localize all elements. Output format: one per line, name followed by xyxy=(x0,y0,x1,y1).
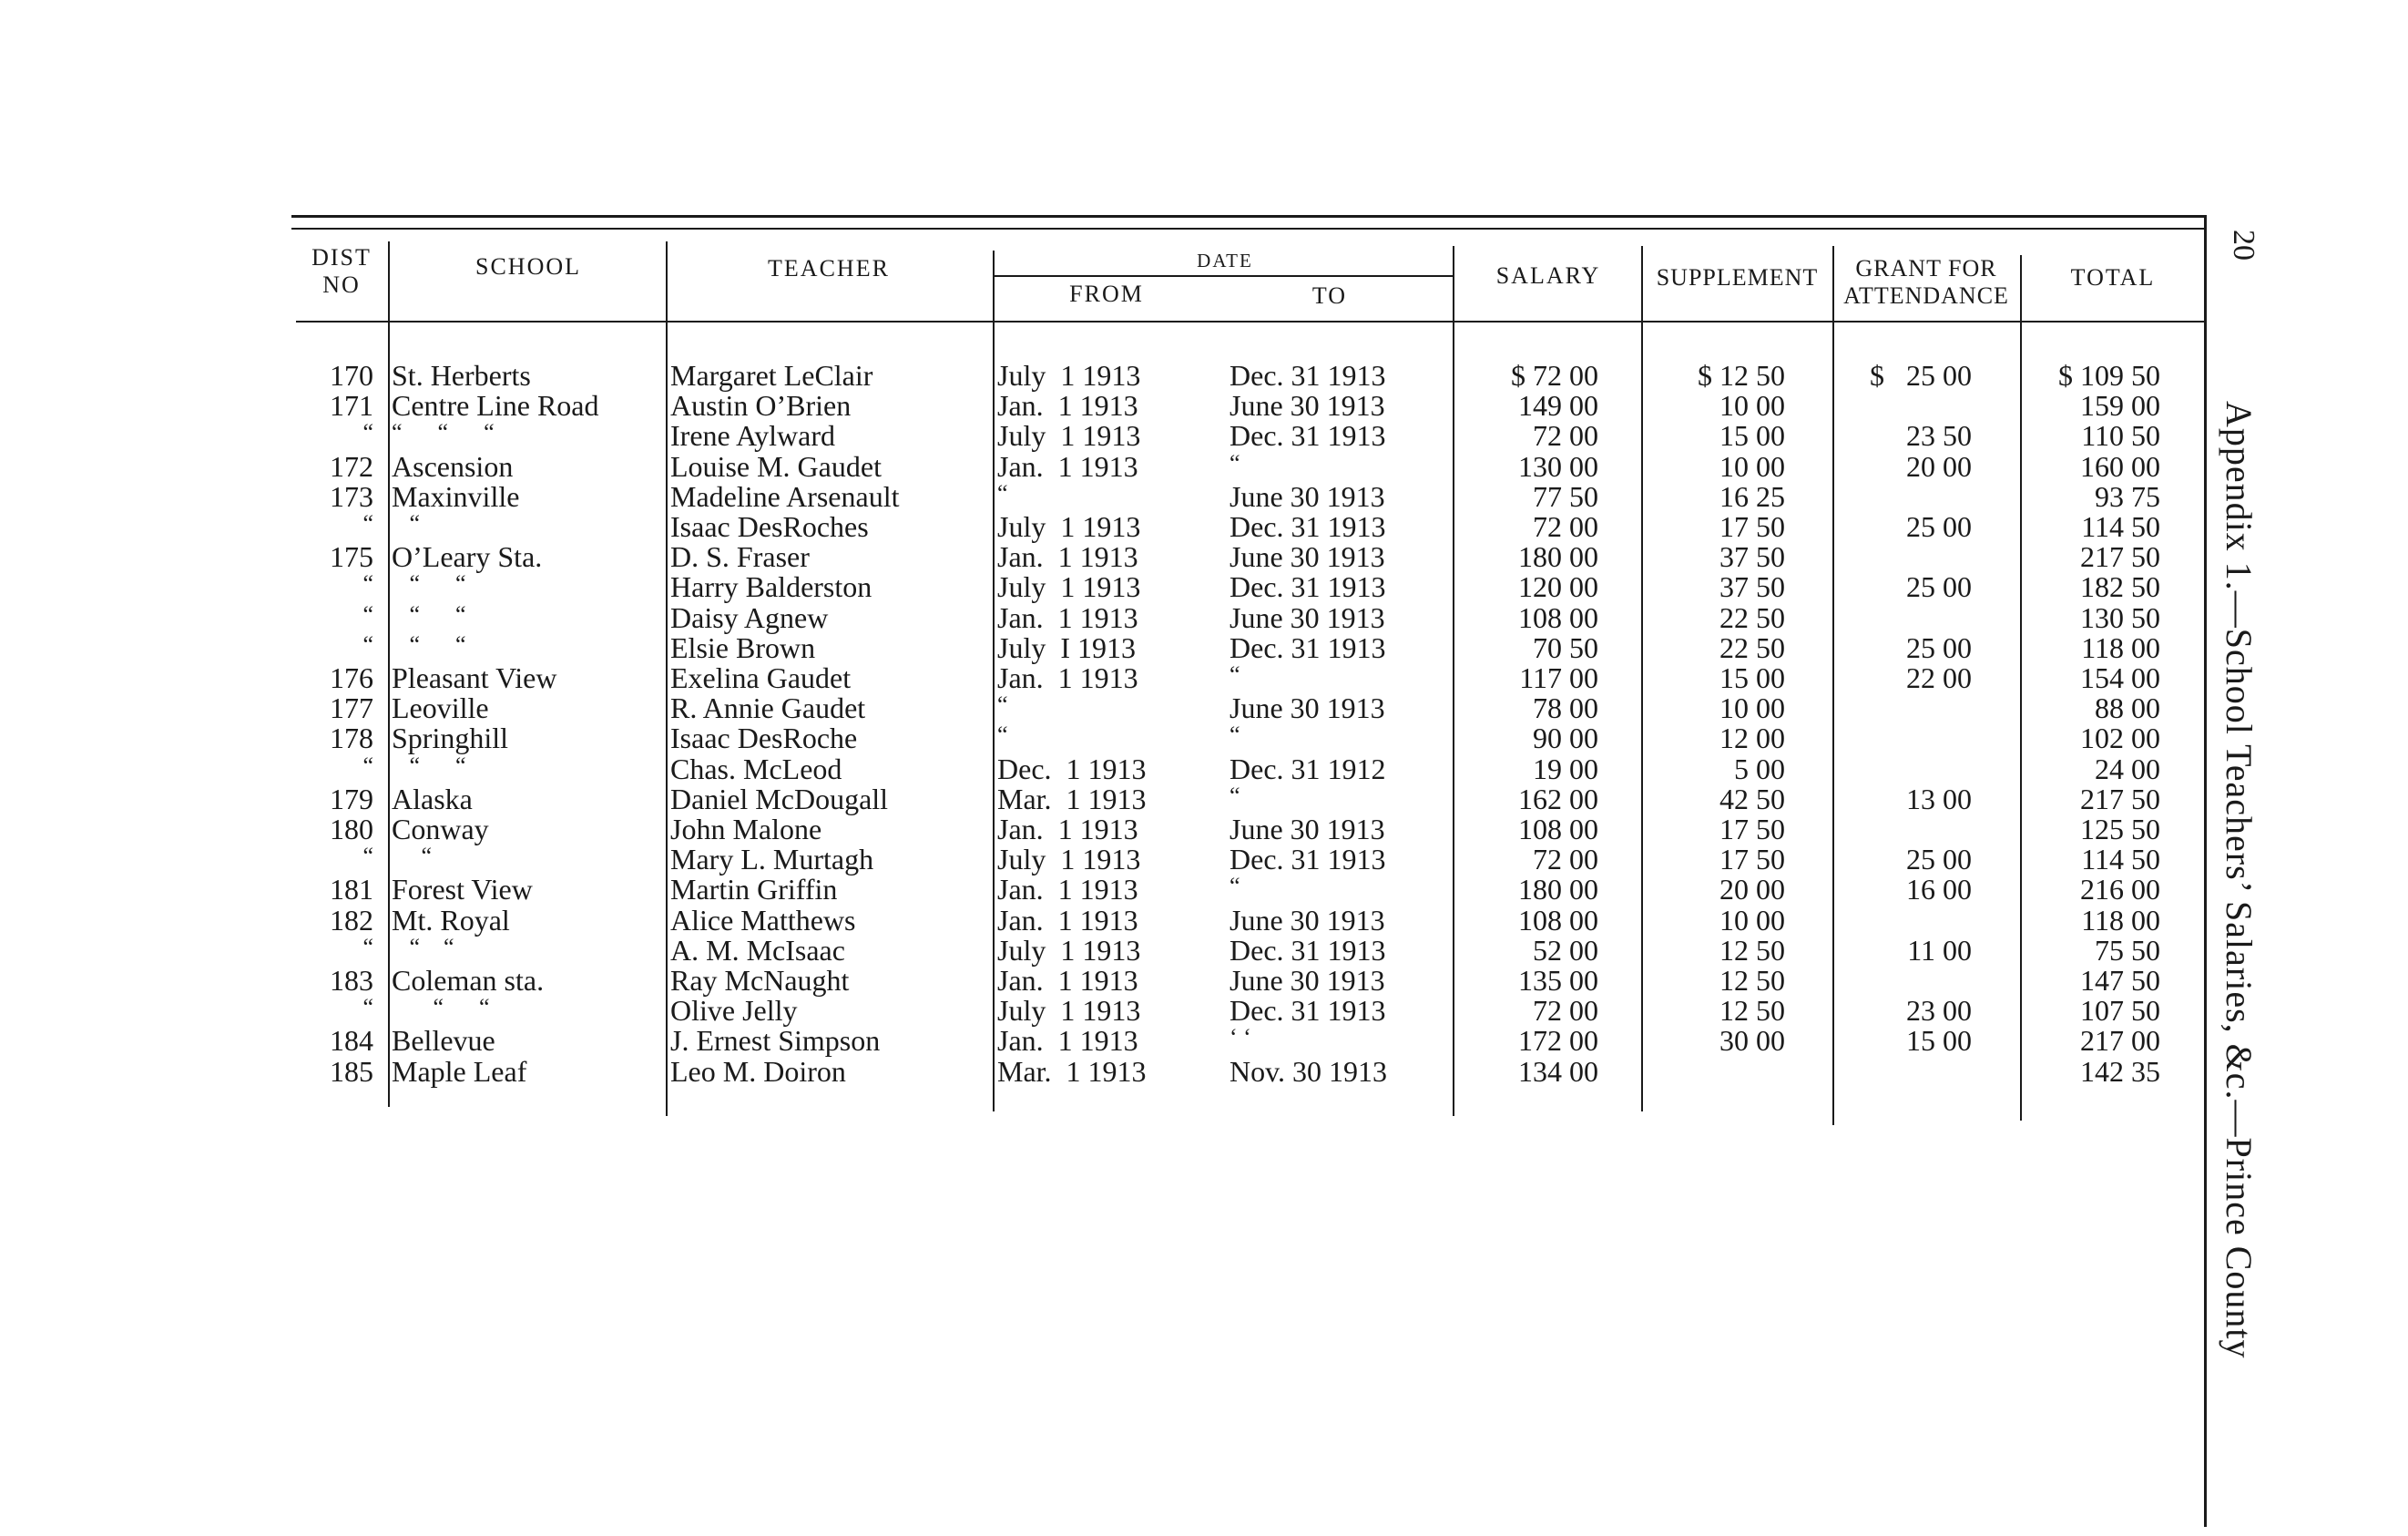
salary-cell: 180 00 xyxy=(1518,873,1598,906)
header-total: TOTAL xyxy=(2070,264,2156,291)
header-from: FROM xyxy=(1069,281,1144,307)
date-from-cell: Jan. 1 1913 xyxy=(997,661,1138,694)
dist-no-cell: “ xyxy=(362,570,373,598)
date-to-cell: June 30 1913 xyxy=(1230,903,1385,937)
salary-cell: 72 00 xyxy=(1533,510,1598,543)
salary-cell: 72 00 xyxy=(1533,843,1598,876)
dist-no-cell: 180 xyxy=(330,813,373,845)
teacher-cell: R. Annie Gaudet xyxy=(670,691,866,725)
school-cell: “ “ xyxy=(392,933,454,960)
school-cell: “ “ xyxy=(392,994,490,1021)
header-teacher: TEACHER xyxy=(768,255,890,282)
salary-cell: 172 00 xyxy=(1518,1024,1598,1058)
date-from-cell: July 1 1913 xyxy=(997,933,1141,967)
supplement-cell: 12 50 xyxy=(1719,994,1785,1028)
header-date: DATE xyxy=(1197,250,1253,271)
date-to-cell: June 30 1913 xyxy=(1230,389,1385,423)
total-cell: 93 75 xyxy=(2095,479,2160,513)
grant-cell: $ 25 00 xyxy=(1870,359,1972,392)
total-cell: 217 50 xyxy=(2080,782,2160,815)
salary-cell: 134 00 xyxy=(1518,1054,1598,1088)
date-to-cell: Dec. 31 1913 xyxy=(1230,630,1386,664)
date-from-cell: Jan. 1 1913 xyxy=(997,964,1138,997)
date-from-cell: July 1 1913 xyxy=(997,510,1141,543)
grant-cell: 25 00 xyxy=(1906,510,1972,543)
supplement-cell: 20 00 xyxy=(1719,873,1785,906)
grant-cell: 22 00 xyxy=(1906,661,1972,694)
supplement-cell: 30 00 xyxy=(1719,1024,1785,1058)
total-cell: 102 00 xyxy=(2080,722,2160,755)
teacher-cell: Daisy Agnew xyxy=(670,600,829,634)
date-from-cell: July 1 1913 xyxy=(997,994,1141,1028)
school-cell: Mt. Royal xyxy=(392,903,510,937)
grant-cell: 16 00 xyxy=(1906,873,1972,906)
salary-cell: 72 00 xyxy=(1533,994,1598,1028)
date-to-cell: “ xyxy=(1230,661,1240,688)
total-cell: 75 50 xyxy=(2095,933,2160,967)
salary-cell: 108 00 xyxy=(1518,600,1598,634)
col-line-5 xyxy=(1641,246,1643,1111)
supplement-cell: 10 00 xyxy=(1719,903,1785,937)
teacher-cell: Olive Jelly xyxy=(670,994,798,1028)
date-to-cell: Dec. 31 1912 xyxy=(1230,752,1386,785)
supplement-cell: 17 50 xyxy=(1719,843,1785,876)
total-cell: 216 00 xyxy=(2080,873,2160,906)
header-to: TO xyxy=(1311,282,1348,309)
school-cell: St. Herberts xyxy=(392,359,531,392)
date-sub-rule xyxy=(993,275,1453,277)
date-to-cell: June 30 1913 xyxy=(1230,600,1385,634)
school-cell: Centre Line Road xyxy=(392,389,599,423)
school-cell: Forest View xyxy=(392,873,533,906)
header-dist-no: DIST NO xyxy=(311,244,372,298)
grant-cell: 25 00 xyxy=(1906,843,1972,876)
school-cell: “ “ xyxy=(392,600,466,628)
date-from-cell: Jan. 1 1913 xyxy=(997,1024,1138,1058)
grant-cell: 25 00 xyxy=(1906,570,1972,604)
salary-cell: $ 72 00 xyxy=(1511,359,1598,392)
date-from-cell: Jan. 1 1913 xyxy=(997,873,1138,906)
teacher-cell: Louise M. Gaudet xyxy=(670,449,882,483)
salary-cell: 78 00 xyxy=(1533,691,1598,725)
date-to-cell: ‘ ‘ xyxy=(1230,1024,1251,1051)
dist-no-cell: “ xyxy=(362,843,373,870)
col-line-7 xyxy=(2020,255,2022,1121)
total-cell: 118 00 xyxy=(2081,630,2160,664)
supplement-cell: 12 50 xyxy=(1719,933,1785,967)
total-cell: 182 50 xyxy=(2080,570,2160,604)
dist-no-cell: “ xyxy=(362,933,373,960)
total-cell: 118 00 xyxy=(2081,903,2160,937)
total-cell: 160 00 xyxy=(2080,449,2160,483)
col-line-3 xyxy=(993,251,995,1111)
salary-cell: 149 00 xyxy=(1518,389,1598,423)
total-cell: 130 50 xyxy=(2080,600,2160,634)
supplement-cell: 15 00 xyxy=(1719,661,1785,694)
page-number: 20 xyxy=(2227,230,2260,261)
teacher-cell: Chas. McLeod xyxy=(670,752,842,785)
teacher-cell: A. M. McIsaac xyxy=(670,933,845,967)
salary-cell: 117 00 xyxy=(1519,661,1598,694)
date-to-cell: June 30 1913 xyxy=(1230,813,1385,845)
date-to-cell: Nov. 30 1913 xyxy=(1230,1054,1388,1088)
dist-no-cell: “ xyxy=(362,419,373,446)
salary-cell: 135 00 xyxy=(1518,964,1598,997)
dist-no-cell: 177 xyxy=(330,691,373,725)
date-to-cell: “ xyxy=(1230,782,1240,809)
supplement-cell: 5 00 xyxy=(1734,752,1785,785)
salary-cell: 130 00 xyxy=(1518,449,1598,483)
dist-no-cell: 182 xyxy=(330,903,373,937)
teacher-cell: Leo M. Doiron xyxy=(670,1054,846,1088)
salary-cell: 52 00 xyxy=(1533,933,1598,967)
col-line-2 xyxy=(666,241,668,1116)
date-to-cell: Dec. 31 1913 xyxy=(1230,419,1386,453)
school-cell: O’Leary Sta. xyxy=(392,540,543,574)
school-cell: Ascension xyxy=(392,449,514,483)
total-cell: 147 50 xyxy=(2080,964,2160,997)
school-cell: Coleman sta. xyxy=(392,964,545,997)
dist-no-cell: 172 xyxy=(330,449,373,483)
col-line-1 xyxy=(388,241,390,1107)
teacher-cell: Irene Aylward xyxy=(670,419,835,453)
total-cell: 114 50 xyxy=(2081,843,2160,876)
col-line-4 xyxy=(1453,246,1454,1116)
teacher-cell: D. S. Fraser xyxy=(670,540,810,574)
dist-no-cell: “ xyxy=(362,510,373,537)
date-from-cell: Mar. 1 1913 xyxy=(997,782,1147,815)
header-supplement: SUPPLEMENT xyxy=(1656,264,1819,291)
date-to-cell: “ xyxy=(1230,873,1240,900)
header-grant: GRANT FOR ATTENDANCE xyxy=(1843,255,2009,309)
teacher-cell: Mary L. Murtagh xyxy=(670,843,874,876)
dist-no-cell: 175 xyxy=(330,540,373,574)
total-cell: 142 35 xyxy=(2080,1054,2160,1088)
header-bottom-rule xyxy=(296,321,2204,323)
teacher-cell: Ray McNaught xyxy=(670,964,850,997)
supplement-cell: 37 50 xyxy=(1719,570,1785,604)
supplement-cell: 10 00 xyxy=(1719,449,1785,483)
supplement-cell: 42 50 xyxy=(1719,782,1785,815)
grant-cell: 23 50 xyxy=(1906,419,1972,453)
date-to-cell: June 30 1913 xyxy=(1230,540,1385,574)
school-cell: Pleasant View xyxy=(392,661,557,694)
total-cell: 125 50 xyxy=(2080,813,2160,845)
grant-cell: 25 00 xyxy=(1906,630,1972,664)
total-cell: 154 00 xyxy=(2080,661,2160,694)
date-from-cell: “ xyxy=(997,722,1008,749)
date-from-cell: Mar. 1 1913 xyxy=(997,1054,1147,1088)
date-from-cell: Dec. 1 1913 xyxy=(997,752,1147,785)
dist-no-cell: 184 xyxy=(330,1024,373,1058)
date-to-cell: June 30 1913 xyxy=(1230,479,1385,513)
school-cell: Maxinville xyxy=(392,479,520,513)
date-from-cell: July 1 1913 xyxy=(997,359,1141,392)
date-from-cell: July 1 1913 xyxy=(997,419,1141,453)
date-from-cell: July I 1913 xyxy=(997,630,1136,664)
grant-cell: 23 00 xyxy=(1906,994,1972,1028)
date-to-cell: Dec. 31 1913 xyxy=(1230,843,1386,876)
school-cell: “ “ xyxy=(392,630,466,658)
top-rule-2 xyxy=(291,228,2204,230)
school-cell: “ “ “ xyxy=(392,419,495,446)
salary-cell: 19 00 xyxy=(1533,752,1598,785)
salary-cell: 108 00 xyxy=(1518,903,1598,937)
date-to-cell: “ xyxy=(1230,722,1240,749)
salary-cell: 108 00 xyxy=(1518,813,1598,845)
supplement-cell: 17 50 xyxy=(1719,813,1785,845)
total-cell: 24 00 xyxy=(2095,752,2160,785)
date-from-cell: July 1 1913 xyxy=(997,843,1141,876)
date-to-cell: Dec. 31 1913 xyxy=(1230,359,1386,392)
dist-no-cell: 183 xyxy=(330,964,373,997)
date-to-cell: June 30 1913 xyxy=(1230,691,1385,725)
grant-cell: 20 00 xyxy=(1906,449,1972,483)
school-cell: Maple Leaf xyxy=(392,1054,527,1088)
salary-cell: 72 00 xyxy=(1533,419,1598,453)
dist-no-cell: 179 xyxy=(330,782,373,815)
supplement-cell: 12 00 xyxy=(1719,722,1785,755)
dist-no-cell: “ xyxy=(362,600,373,628)
supplement-cell: 10 00 xyxy=(1719,691,1785,725)
dist-no-cell: 178 xyxy=(330,722,373,755)
col-line-6 xyxy=(1832,246,1834,1125)
date-from-cell: Jan. 1 1913 xyxy=(997,903,1138,937)
supplement-cell: 12 50 xyxy=(1719,964,1785,997)
total-cell: 114 50 xyxy=(2081,510,2160,543)
teacher-cell: Daniel McDougall xyxy=(670,782,889,815)
school-cell: “ xyxy=(392,510,421,537)
supplement-cell: 17 50 xyxy=(1719,510,1785,543)
salary-cell: 180 00 xyxy=(1518,540,1598,574)
teacher-cell: J. Ernest Simpson xyxy=(670,1024,881,1058)
dist-no-cell: 185 xyxy=(330,1054,373,1088)
teacher-cell: Harry Balderston xyxy=(670,570,872,604)
date-to-cell: “ xyxy=(1230,449,1240,476)
school-cell: Alaska xyxy=(392,782,473,815)
salary-cell: 90 00 xyxy=(1533,722,1598,755)
teacher-cell: John Malone xyxy=(670,813,822,845)
date-from-cell: Jan. 1 1913 xyxy=(997,389,1138,423)
date-from-cell: Jan. 1 1913 xyxy=(997,449,1138,483)
total-cell: 88 00 xyxy=(2095,691,2160,725)
dist-no-cell: 173 xyxy=(330,479,373,513)
teacher-cell: Margaret LeClair xyxy=(670,359,873,392)
grant-cell: 11 00 xyxy=(1907,933,1972,967)
school-cell: Leoville xyxy=(392,691,489,725)
supplement-cell: $ 12 50 xyxy=(1698,359,1785,392)
school-cell: Conway xyxy=(392,813,489,845)
date-from-cell: July 1 1913 xyxy=(997,570,1141,604)
salary-cell: 120 00 xyxy=(1518,570,1598,604)
salary-cell: 77 50 xyxy=(1533,479,1598,513)
grant-cell: 15 00 xyxy=(1906,1024,1972,1058)
grant-cell: 13 00 xyxy=(1906,782,1972,815)
date-to-cell: Dec. 31 1913 xyxy=(1230,510,1386,543)
school-cell: “ xyxy=(392,843,433,870)
total-cell: $ 109 50 xyxy=(2058,359,2160,392)
total-cell: 110 50 xyxy=(2081,419,2160,453)
running-title: Appendix 1.—School Teachers’ Salaries, &c.—Prince County xyxy=(2219,401,2260,1359)
teacher-cell: Martin Griffin xyxy=(670,873,838,906)
school-cell: Springhill xyxy=(392,722,509,755)
teacher-cell: Alice Matthews xyxy=(670,903,856,937)
date-to-cell: Dec. 31 1913 xyxy=(1230,994,1386,1028)
dist-no-cell: 181 xyxy=(330,873,373,906)
teacher-cell: Elsie Brown xyxy=(670,630,816,664)
date-from-cell: Jan. 1 1913 xyxy=(997,813,1138,845)
dist-no-cell: “ xyxy=(362,630,373,658)
supplement-cell: 22 50 xyxy=(1719,630,1785,664)
date-to-cell: Dec. 31 1913 xyxy=(1230,570,1386,604)
school-cell: “ “ xyxy=(392,752,466,779)
total-cell: 107 50 xyxy=(2080,994,2160,1028)
dist-no-cell: 171 xyxy=(330,389,373,423)
date-from-cell: Jan. 1 1913 xyxy=(997,540,1138,574)
dist-no-cell: “ xyxy=(362,752,373,779)
total-cell: 217 50 xyxy=(2080,540,2160,574)
dist-no-cell: 170 xyxy=(330,359,373,392)
school-cell: Bellevue xyxy=(392,1024,495,1058)
teacher-cell: Isaac DesRoches xyxy=(670,510,869,543)
teacher-cell: Madeline Arsenault xyxy=(670,479,900,513)
supplement-cell: 16 25 xyxy=(1719,479,1785,513)
date-from-cell: Jan. 1 1913 xyxy=(997,600,1138,634)
teacher-cell: Isaac DesRoche xyxy=(670,722,858,755)
supplement-cell: 10 00 xyxy=(1719,389,1785,423)
salary-cell: 162 00 xyxy=(1518,782,1598,815)
date-to-cell: June 30 1913 xyxy=(1230,964,1385,997)
supplement-cell: 15 00 xyxy=(1719,419,1785,453)
header-salary: SALARY xyxy=(1495,262,1601,289)
date-from-cell: “ xyxy=(997,691,1008,719)
header-school: SCHOOL xyxy=(474,253,581,280)
dist-no-cell: “ xyxy=(362,994,373,1021)
school-cell: “ “ xyxy=(392,570,466,598)
date-from-cell: “ xyxy=(997,479,1008,507)
teacher-cell: Austin O’Brien xyxy=(670,389,852,423)
supplement-cell: 37 50 xyxy=(1719,540,1785,574)
total-cell: 217 00 xyxy=(2080,1024,2160,1058)
teacher-cell: Exelina Gaudet xyxy=(670,661,852,694)
right-margin-rule xyxy=(2204,215,2207,1527)
salary-cell: 70 50 xyxy=(1533,630,1598,664)
dist-no-cell: 176 xyxy=(330,661,373,694)
date-to-cell: Dec. 31 1913 xyxy=(1230,933,1386,967)
top-rule-1 xyxy=(291,215,2204,218)
supplement-cell: 22 50 xyxy=(1719,600,1785,634)
total-cell: 159 00 xyxy=(2080,389,2160,423)
